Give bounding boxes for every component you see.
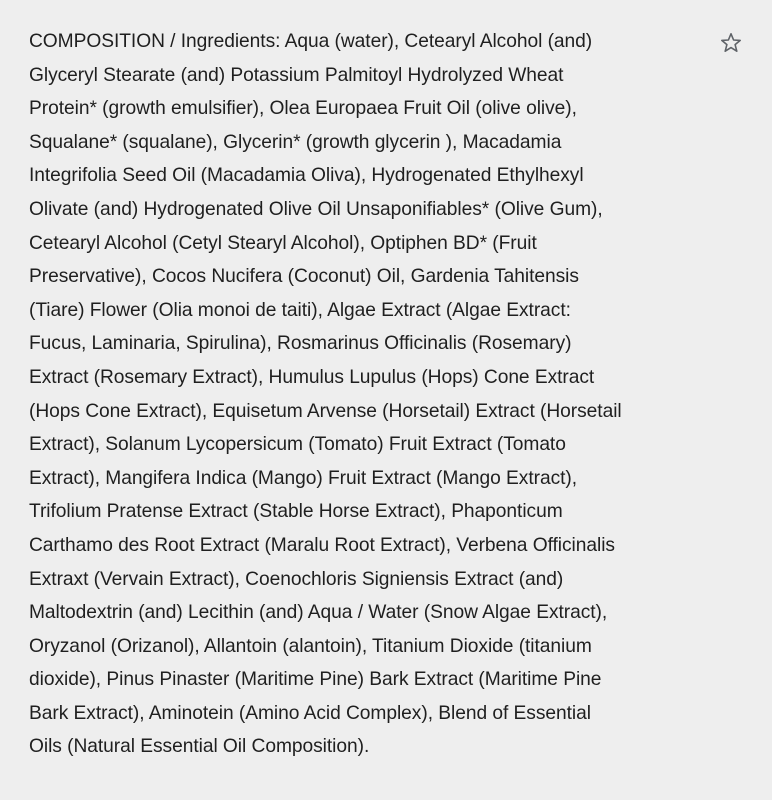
- ingredients-line: Extract), Mangifera Indica (Mango) Fruit Extract (Mango Extract),: [29, 467, 578, 489]
- ingredients-line: Protein* (growth emulsifier), Olea Europaea Fruit Oil (olive olive),: [29, 98, 577, 120]
- ingredients-line: Carthamo des Root Extract (Maralu Root Extract), Verbena Officinalis: [29, 534, 615, 556]
- ingredients-line: Olivate (and) Hydrogenated Olive Oil Unsaponifiables* (Olive Gum),: [29, 198, 603, 220]
- ingredients-line: COMPOSITION / Ingredients: Aqua (water), Cetearyl Alcohol (and): [29, 31, 593, 52]
- ingredients-line: Extract (Rosemary Extract), Humulus Lupulus (Hops) Cone Extract: [29, 366, 595, 388]
- ingredients-line: Squalane* (squalane), Glycerin* (growth glycerin ), Macadamia: [29, 131, 562, 153]
- ingredients-line: dioxide), Pinus Pinaster (Maritime Pine) Bark Extract (Maritime Pine: [29, 669, 602, 691]
- star-outline-icon: [719, 31, 743, 55]
- ingredients-text: [29, 25, 709, 764]
- ingredients-line: Integrifolia Seed Oil (Macadamia Oliva), Hydrogenated Ethylhexyl: [29, 165, 584, 187]
- ingredients-line: Cetearyl Alcohol (Cetyl Stearyl Alcohol), Optiphen BD* (Fruit: [29, 232, 537, 254]
- ingredients-line: (Tiare) Flower (Olia monoi de taiti), Algae Extract (Algae Extract:: [29, 299, 571, 321]
- ingredients-line: Bark Extract), Aminotein (Amino Acid Complex), Blend of Essential: [29, 702, 591, 724]
- favorite-star-button[interactable]: [718, 30, 744, 56]
- ingredients-line: Oils (Natural Essential Oil Composition).: [29, 736, 370, 758]
- ingredients-line: Fucus, Laminaria, Spirulina), Rosmarinus Officinalis (Rosemary): [29, 333, 572, 355]
- ingredients-line: Maltodextrin (and) Lecithin (and) Aqua / Water (Snow Algae Extract),: [29, 602, 608, 624]
- ingredients-line: Extraxt (Vervain Extract), Coenochloris Signiensis Extract (and): [29, 568, 564, 590]
- ingredients-line: Trifolium Pratense Extract (Stable Horse Extract), Phaponticum: [29, 501, 563, 523]
- ingredients-line: Glyceryl Stearate (and) Potassium Palmitoyl Hydrolyzed Wheat: [29, 64, 564, 86]
- ingredients-line: Preservative), Cocos Nucifera (Coconut) Oil, Gardenia Tahitensis: [29, 266, 579, 288]
- ingredients-line: Oryzanol (Orizanol), Allantoin (alantoin), Titanium Dioxide (titanium: [29, 635, 592, 657]
- ingredients-line: (Hops Cone Extract), Equisetum Arvense (Horsetail) Extract (Horsetail: [29, 400, 622, 422]
- ingredients-line: Extract), Solanum Lycopersicum (Tomato) Fruit Extract (Tomato: [29, 434, 566, 456]
